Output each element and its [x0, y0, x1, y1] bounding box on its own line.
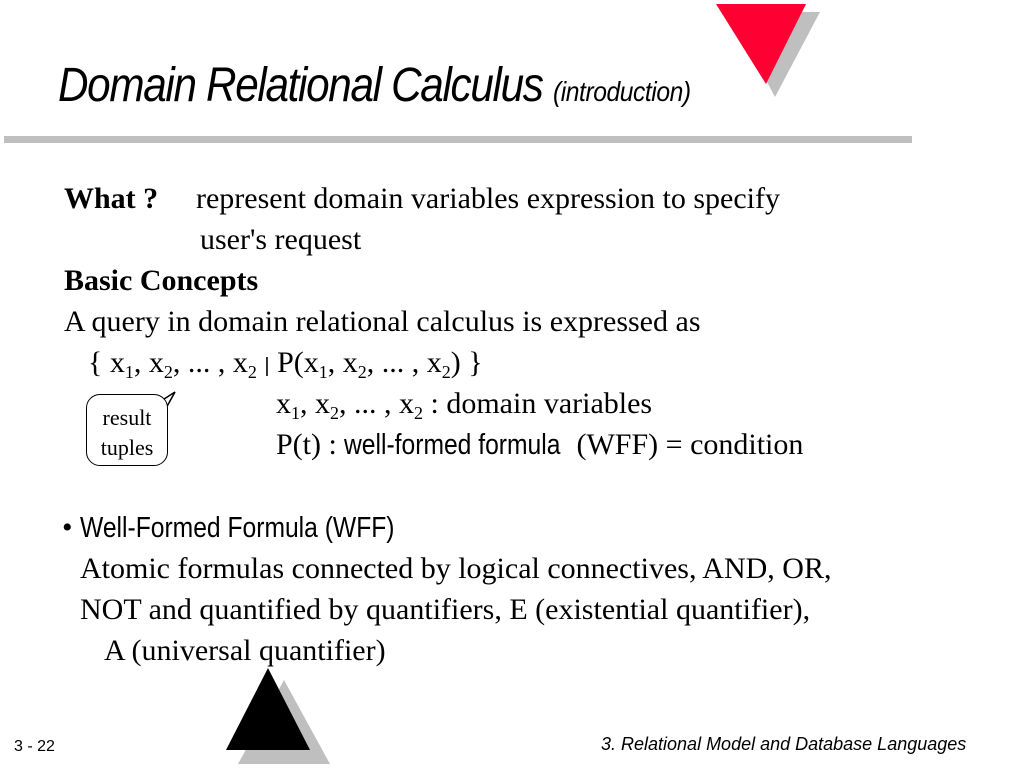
title-sub: (introduction) [552, 76, 691, 107]
bullet-line-1: Atomic formulas connected by logical connectives, AND, OR, [80, 552, 832, 585]
red-triangle-decoration [700, 0, 830, 100]
bullet-mark: • [62, 511, 73, 544]
what-label: What ? [64, 182, 159, 215]
domain-variables-line: $x_1$, $x_2$, ... , $x_2$ : domain variables [276, 387, 653, 423]
black-triangle-decoration [222, 664, 342, 768]
pt-line: P(t) : well-formed formula (WFF) = condition [276, 428, 804, 461]
what-text-1: represent domain variables expression to specify [196, 182, 780, 215]
formula-line: { $x_1$, $x_2$, ... , $x_2$ | $P(x_1$, $x_2$, ... , $x_2$) } [88, 346, 483, 382]
title-rule [4, 136, 912, 143]
page-number: 3 - 22 [14, 738, 55, 755]
bullet-line-2: NOT and quantified by quantifiers, E (existential quantifier), [80, 593, 811, 626]
bullet-title: Well-Formed Formula (WFF) [80, 512, 395, 544]
basic-concepts-heading: Basic Concepts [64, 264, 259, 297]
callout-line-2: tuples [100, 435, 154, 460]
chapter-footer: 3. Relational Model and Database Languages [601, 734, 967, 754]
title-main: Domain Relational Calculus [58, 59, 543, 112]
callout-line-1: result [102, 405, 152, 430]
query-line: A query in domain relational calculus is expressed as [64, 305, 701, 338]
what-text-2: user's request [200, 223, 362, 256]
result-tuples-callout [86, 394, 168, 466]
slide-title [58, 58, 691, 113]
bullet-line-3: A (universal quantifier) [104, 634, 386, 667]
wff-bullet [62, 507, 450, 549]
